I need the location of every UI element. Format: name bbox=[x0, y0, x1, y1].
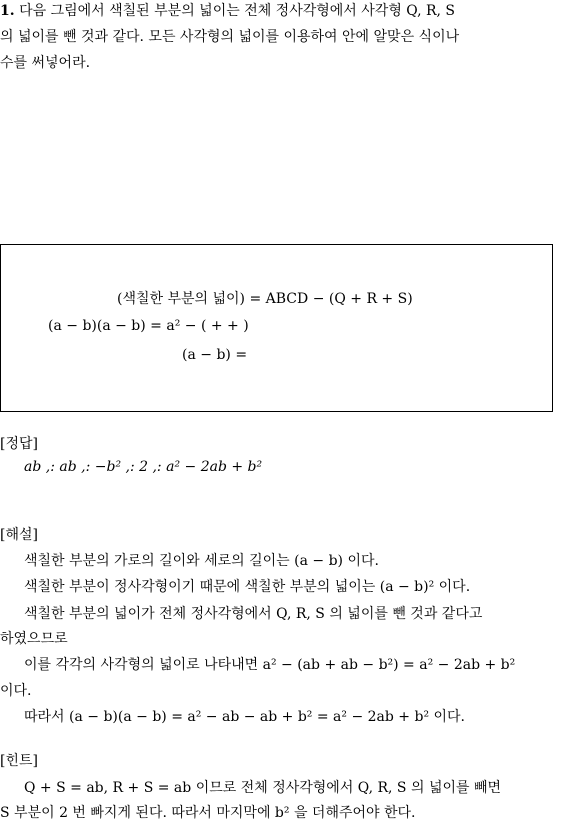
explanation-line-2: 색칠한 부분이 정사각형이기 때문에 색칠한 부분의 넓이는 (a − b)² 이다. bbox=[24, 579, 471, 595]
hint-line-1: Q + S = ab, R + S = ab 이므로 전체 정사각형에서 Q, R, S 의 넓이를 빼면 bbox=[24, 780, 502, 796]
problem-line-2: 의 넓이를 뺀 것과 같다. 모든 사각형의 넓이를 이용하여 안에 알맞은 식이나 bbox=[0, 29, 460, 45]
explanation-line-3: 색칠한 부분의 넓이가 전체 정사각형에서 Q, R, S 의 넓이를 뺀 것과 같다고 bbox=[24, 606, 483, 622]
explanation-heading: [해설] bbox=[0, 527, 38, 543]
explanation-line-4: 하였으므로 bbox=[0, 631, 68, 647]
box-equation-3: (a − b) = bbox=[182, 347, 248, 363]
answer-text: ab ,: ab ,: −b² ,: 2 ,: a² − 2ab + b² bbox=[24, 459, 263, 475]
explanation-line-5: 이를 각각의 사각형의 넓이로 나타내면 a² − (ab + ab − b²) = a² − 2ab + b² bbox=[24, 657, 516, 673]
hint-heading: [힌트] bbox=[0, 753, 38, 769]
equation-box bbox=[0, 244, 553, 412]
box-equation-2: (a − b)(a − b) = a² − ( + + ) bbox=[48, 318, 249, 334]
box-equation-1: (색칠한 부분의 넓이) = ABCD − (Q + R + S) bbox=[117, 291, 413, 307]
problem-line-3: 수를 써넣어라. bbox=[0, 55, 91, 71]
explanation-line-1: 색칠한 부분의 가로의 길이와 세로의 길이는 (a − b) 이다. bbox=[24, 553, 379, 569]
answer-heading: [정답] bbox=[0, 436, 38, 452]
explanation-line-6: 이다. bbox=[0, 683, 32, 699]
problem-line-1 bbox=[0, 0, 574, 20]
hint-line-2: S 부분이 2 번 빠지게 된다. 따라서 마지막에 b² 을 더해주어야 한다. bbox=[0, 805, 416, 821]
explanation-line-7: 따라서 (a − b)(a − b) = a² − ab − ab + b² = a² − 2ab + b² 이다. bbox=[24, 709, 466, 725]
problem-text-1: 다음 그림에서 색칠된 부분의 넓이는 전체 정사각형에서 사각형 Q, R, S bbox=[19, 3, 456, 19]
problem-number: 1. bbox=[0, 3, 15, 19]
